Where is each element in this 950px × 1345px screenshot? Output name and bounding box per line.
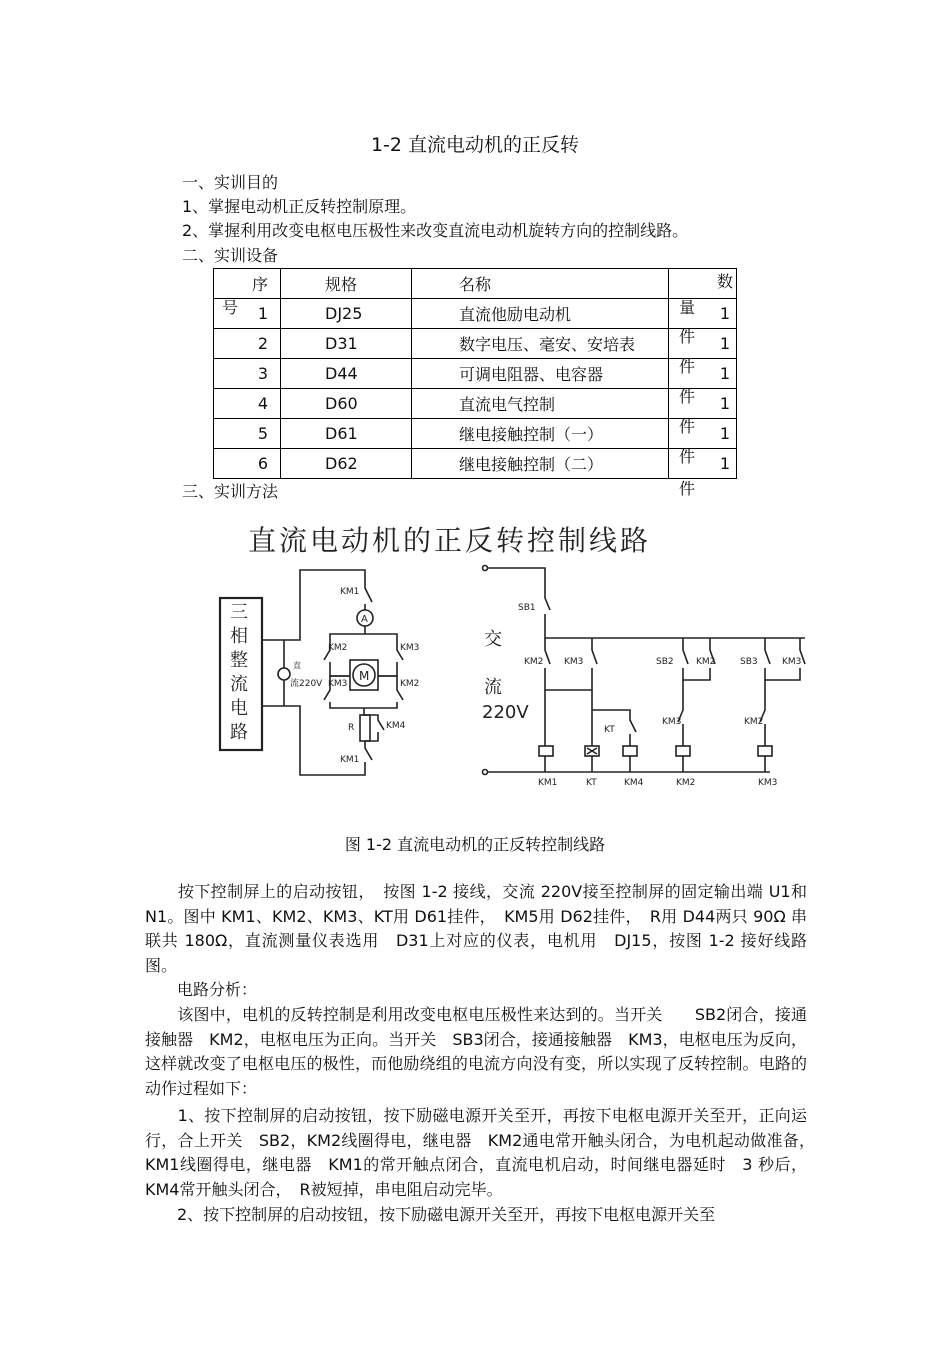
svg-text:R: R [348,723,355,733]
header-qty-top: 数 [717,272,734,291]
svg-text:路: 路 [230,722,248,743]
cell-spec: D60 [281,389,412,419]
circuit-diagram [200,510,840,810]
svg-text:KM2: KM2 [744,717,764,727]
dc-voltage-label: 流220V [290,679,323,689]
header-no: 序 [214,269,281,299]
svg-text:SB3: SB3 [740,657,758,667]
km3-coil [758,746,772,756]
section-2-heading: 二、实训设备 [182,246,279,265]
paragraph-wiring: 按下控制屏上的启动按钮， 按图 1-2 接线，交流 220V接至控制屏的固定输出端 U1和 N1。图中 KM1、KM2、KM3、KT用 D61挂件， KM5用 D62挂件， R用 D44两只 90Ω 串联共 180Ω，直流测量仪表选用 D31上对应的仪表，电机用 DJ15，按图 1-2 接好线路图。 [145,882,807,975]
table-row [214,329,737,359]
svg-text:KM3: KM3 [564,657,584,667]
cell-spec: DJ25 [281,299,412,329]
km2-coil [676,746,690,756]
svg-text:KM3: KM3 [782,657,802,667]
section-3-heading: 三、实训方法 [182,482,279,501]
km1-coil [539,746,553,756]
svg-text:M: M [359,669,370,683]
svg-text:A: A [361,614,368,625]
svg-text:KM3: KM3 [400,643,420,653]
paragraph-step-2: 2、按下控制屏的启动按钮，按下励磁电源开关至开，再按下电枢电源开关至 [145,1205,716,1224]
figure-caption: 图 1-2 直流电动机的正反转控制线路 [344,835,606,854]
cell-qty: 1 [669,389,737,419]
cell-qty: 1 [669,359,737,389]
svg-text:KM4: KM4 [386,721,406,731]
svg-text:KM4: KM4 [624,778,644,788]
km2-interlock [760,680,765,746]
svg-text:整: 整 [230,650,248,671]
svg-text:KM1: KM1 [340,587,360,597]
header-name: 名称 [412,269,669,299]
dc-positive-wire [262,570,365,640]
equipment-table [213,268,737,479]
cell-qty: 1 [669,299,737,329]
cell-name: 可调电阻器、电容器 [412,359,669,389]
unit-label: 件 [679,357,696,376]
table-row [214,359,737,389]
resistor-r [360,715,370,741]
svg-text:220V: 220V [482,702,529,723]
rectifier-label [230,602,248,743]
svg-text:KT: KT [604,725,615,735]
unit-label: 件 [679,447,696,466]
table-row [214,449,737,479]
paragraph-analysis: 该图中，电机的反转控制是利用改变电枢电压极性来达到的。当开关 SB2闭合，接通接触器 KM2，电枢电压为正向。当开关 SB3闭合，接通接触器 KM3，电枢电压为反向，这样就改变了电枢电压的极性，而他励绕组的电流方向没有变，所以实现了反转控制。电路的动作过程如下： [145,1005,807,1098]
document-title: 1-2 直流电动机的正反转 [370,134,580,156]
unit-label: 件 [679,327,696,346]
cell-no: 5 [214,419,281,449]
unit-label: 件 [679,387,696,406]
svg-text:KM2: KM2 [524,657,544,667]
header-no-bottom: 号 [222,298,239,317]
section-1-heading: 一、实训目的 [182,173,279,192]
svg-text:KT: KT [586,778,597,788]
header-spec: 规格 [281,269,412,299]
cell-qty: 1 [669,419,737,449]
cell-name: 直流电气控制 [412,389,669,419]
svg-text:交: 交 [484,629,502,650]
svg-text:KM3: KM3 [328,679,348,689]
paragraph-step-1: 1、按下控制屏的启动按钮，按下励磁电源开关至开，再按下电枢电源开关至开，正向运行，合上开关 SB2，KM2线圈得电，继电器 KM2通电常开触头闭合，为电机起动做准备， KM1线圈得电，继电器 KM1的常开触点闭合，直流电机启动，时间继电器延时 3 秒后，KM4常开触头闭合， R被短掉，串电阻启动完毕。 [145,1106,824,1199]
svg-text:SB2: SB2 [656,657,674,667]
svg-text:流: 流 [230,674,248,695]
cell-name: 直流他励电动机 [412,299,669,329]
cell-spec: D31 [281,329,412,359]
svg-text:KM1: KM1 [340,755,360,765]
table-header-row [214,269,737,299]
cell-name: 继电接触控制（一） [412,419,669,449]
svg-text:流: 流 [484,677,502,698]
svg-text:KM2: KM2 [328,643,348,653]
cell-name: 数字电压、毫安、安培表 [412,329,669,359]
cell-qty: 1 [669,329,737,359]
unit-label: 件 [679,417,696,436]
cell-spec: D62 [281,449,412,479]
table-row [214,419,737,449]
cell-no: 3 [214,359,281,389]
table-row [214,389,737,419]
diagram-title: 直流电动机的正反转控制线路 [248,524,652,557]
svg-text:KM3: KM3 [758,778,778,788]
cell-spec: D61 [281,419,412,449]
svg-text:KM3: KM3 [662,717,682,727]
km4-coil [623,746,637,756]
ac-label [482,629,529,723]
svg-text:KM2: KM2 [400,679,420,689]
header-qty-bottom: 量 [679,298,696,317]
svg-text:SB1: SB1 [518,603,536,613]
ac-terminal-top [483,566,488,571]
km4-contact [365,715,384,741]
paragraph-analysis-heading: 电路分析： [145,980,258,999]
voltmeter-icon [278,668,290,680]
unit-label: 件 [679,479,696,498]
objective-item-1: 1、掌握电动机正反转控制原理。 [182,197,417,216]
km3-interlock [678,680,683,746]
cell-no: 4 [214,389,281,419]
svg-text:KM2: KM2 [676,778,696,788]
table-row [214,299,737,329]
km1-contact-bottom [365,741,372,765]
svg-text:三: 三 [230,602,248,623]
cell-qty: 1 [669,449,737,479]
svg-text:电: 电 [230,698,248,719]
dc-label: 直 [293,661,301,670]
svg-text:KM2: KM2 [696,657,716,667]
svg-text:KM1: KM1 [538,778,558,788]
objective-item-2: 2、掌握利用改变电枢电压极性来改变直流电动机旋转方向的控制线路。 [182,221,689,240]
cell-no: 1 [214,299,281,329]
km1-contact-top [365,578,372,610]
ac-terminal-bottom [483,770,488,775]
cell-spec: D44 [281,359,412,389]
cell-no: 6 [214,449,281,479]
km2-contact-right [364,676,403,708]
cell-name: 继电接触控制（二） [412,449,669,479]
cell-no: 2 [214,329,281,359]
svg-text:相: 相 [230,626,248,647]
